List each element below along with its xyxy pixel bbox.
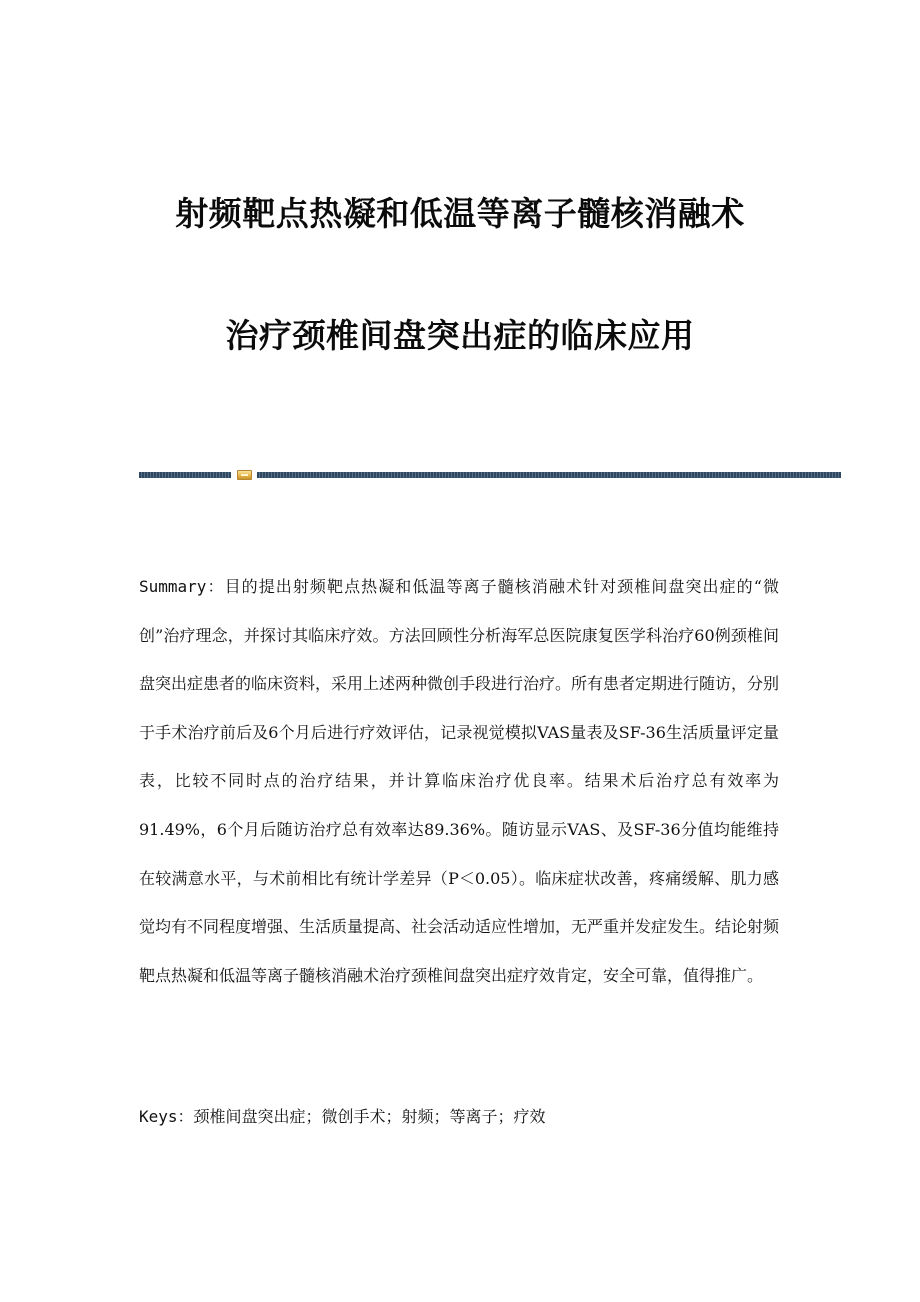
keys-label: Keys： <box>139 1107 194 1126</box>
divider-ornament-icon <box>237 470 252 480</box>
keys-text: 颈椎间盘突出症；微创手术；射频；等离子；疗效 <box>193 1107 546 1126</box>
title-divider <box>139 470 841 480</box>
divider-bar-left <box>139 472 231 478</box>
document-title-line-1: 射频靶点热凝和低温等离子髓核消融术 <box>175 194 745 233</box>
keywords-paragraph <box>139 1101 779 1133</box>
divider-bar-right <box>257 472 841 478</box>
document-title-line-2: 治疗颈椎间盘突出症的临床应用 <box>225 316 695 355</box>
summary-paragraph <box>139 563 779 1000</box>
summary-label: Summary： <box>139 577 225 596</box>
summary-text: 目的提出射频靶点热凝和低温等离子髓核消融术针对颈椎间盘突出症的“微创”治疗理念，并探讨其临床疗效。方法回顾性分析海军总医院康复医学科治疗60例颈椎间盘突出症患者的临床资料，采用上述两种微创手段进行治疗。所有患者定期进行随访，分别于手术治疗前后及6个月后进行疗效评估，记录视觉模拟VAS量表及SF-36生活质量评定量表，比较不同时点的治疗结果，并计算临床治疗优良率。结果术后治疗总有效率为91.49%，6个月后随访治疗总有效率达89.36%。随访显示VAS、及SF-36分值均能维持在较满意水平，与术前相比有统计学差异（P＜0.05）。临床症状改善，疼痛缓解、肌力感觉均有不同程度增强、生活质量提高、社会活动适应性增加，无严重并发症发生。结论射频靶点热凝和低温等离子髓核消融术治疗颈椎间盘突出症疗效肯定，安全可靠，值得推广。 <box>139 577 780 985</box>
